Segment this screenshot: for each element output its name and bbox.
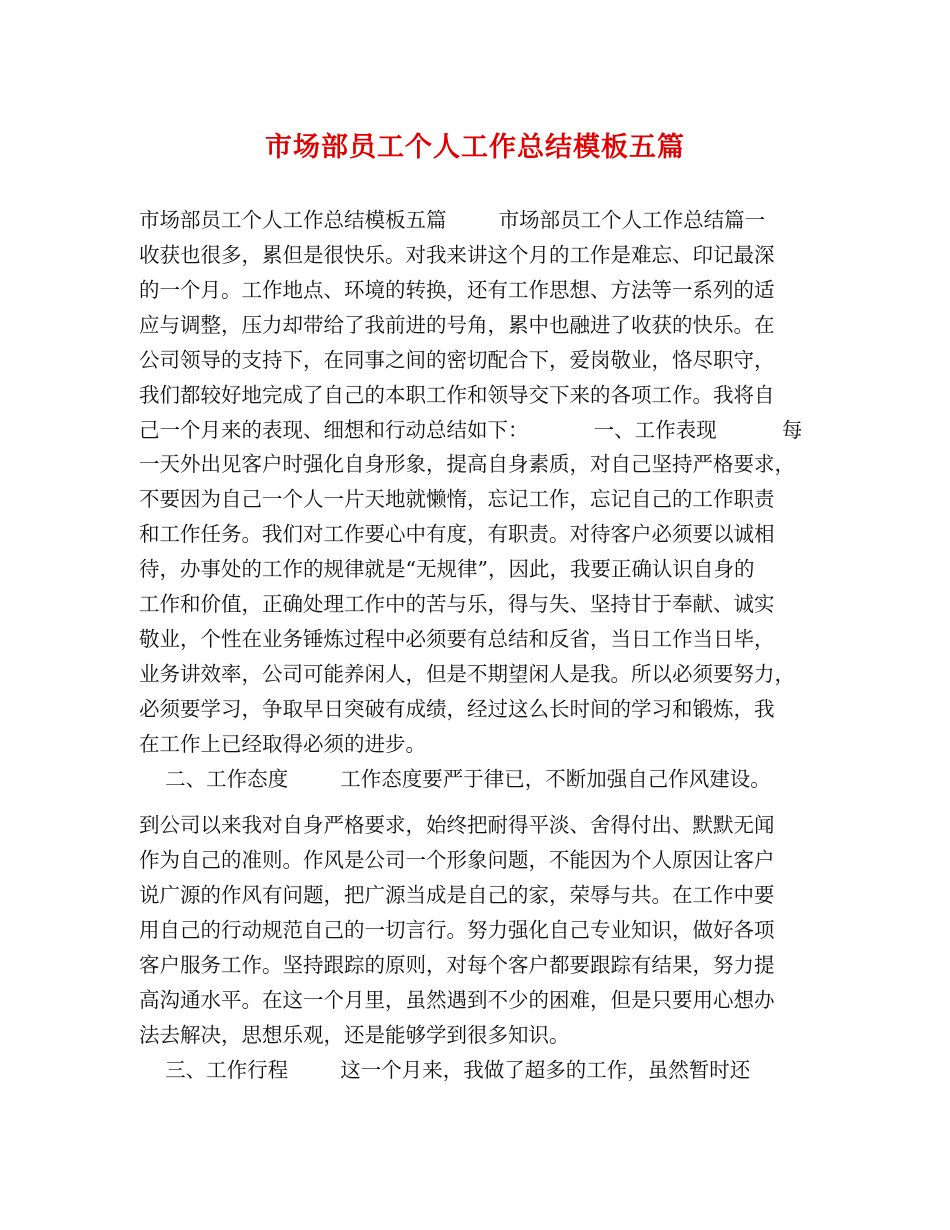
body-line: 到公司以来我对自身严格要求，始终把耐得平淡、舍得付出、默默无闻	[139, 813, 775, 837]
body-line: 二、工作态度 工作态度要严于律已，不断加强自己作风建设。	[139, 767, 771, 791]
document-title: 市场部员工个人工作总结模板五篇	[265, 132, 685, 163]
body-line: 工作和价值，正确处理工作中的苦与乐，得与失、坚持甘于奉献、诚实	[139, 592, 775, 616]
body-line: 说广源的作风有问题，把广源当成是自己的家，荣辱与共。在工作中要	[139, 883, 775, 907]
body-line: 应与调整，压力却带给了我前进的号角，累中也融进了收获的快乐。在	[139, 313, 775, 337]
body-line: 敬业，个性在业务锤炼过程中必须要有总结和反省，当日工作当日毕，	[139, 627, 775, 651]
body-line: 三、工作行程 这一个月来，我做了超多的工作，虽然暂时还	[139, 1058, 751, 1082]
body-line: 的一个月。工作地点、环境的转换，还有工作思想、方法等一系列的适	[139, 278, 775, 302]
body-line: 法去解决，思想乐观，还是能够学到很多知识。	[139, 1023, 570, 1047]
body-line: 己一个月来的表现、细想和行动总结如下： 一、工作表现 每	[139, 418, 803, 442]
body-line: 用自己的行动规范自己的一切言行。努力强化自己专业知识，做好各项	[139, 918, 775, 942]
body-line: 一天外出见客户时强化自身形象，提高自身素质，对自己坚持严格要求，	[139, 452, 795, 476]
body-line: 收获也很多，累但是很快乐。对我来讲这个月的工作是难忘、印记最深	[139, 243, 775, 267]
body-line: 必须要学习，争取早日突破有成绩，经过这么长时间的学习和锻炼，我	[139, 697, 775, 721]
body-line: 业务讲效率，公司可能养闲人，但是不期望闲人是我。所以必须要努力，	[139, 662, 795, 686]
body-line: 高沟通水平。在这一个月里，虽然遇到不少的困难，但是只要用心想办	[139, 988, 775, 1012]
body-line: 作为自己的准则。作风是公司一个形象问题，不能因为个人原因让客户	[139, 848, 775, 872]
body-line: 待，办事处的工作的规律就是“无规律”，因此，我要正确认识自身的	[139, 557, 755, 581]
body-line: 在工作上已经取得必须的进步。	[139, 732, 426, 756]
body-line: 客户服务工作。坚持跟踪的原则，对每个客户都要跟踪有结果，努力提	[139, 953, 775, 977]
body-line: 市场部员工个人工作总结模板五篇 市场部员工个人工作总结篇一	[139, 208, 766, 232]
body-line: 和工作任务。我们对工作要心中有度，有职责。对待客户必须要以诚相	[139, 522, 775, 546]
body-line: 公司领导的支持下，在同事之间的密切配合下，爱岗敬业，恪尽职守，	[139, 348, 775, 372]
body-line: 我们都较好地完成了自己的本职工作和领导交下来的各项工作。我将自	[139, 383, 775, 407]
body-line: 不要因为自己一个人一片天地就懒惰，忘记工作，忘记自己的工作职责	[139, 487, 775, 511]
